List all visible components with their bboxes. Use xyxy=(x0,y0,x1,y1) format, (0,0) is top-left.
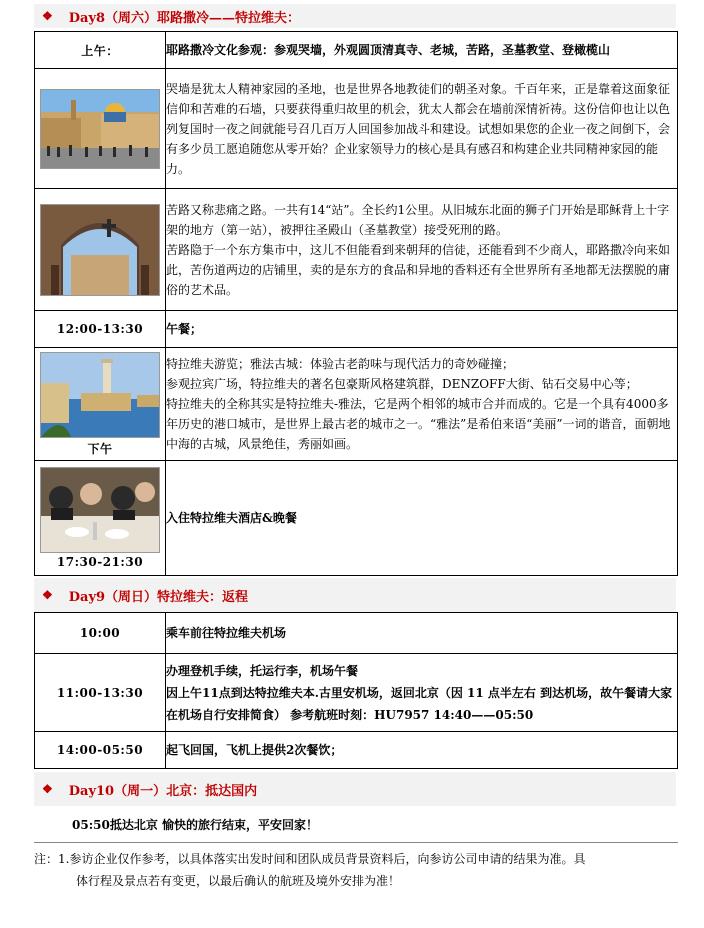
day9-schedule-table xyxy=(34,612,678,769)
table-row xyxy=(35,189,678,311)
table-row xyxy=(35,69,678,189)
table-row xyxy=(35,461,678,576)
desc-cell: 哭墙是犹太人精神家园的圣地，也是世界各地教徒们的朝圣对象。千百年来，正是靠着这面象征信仰和苦难的石墙，只要获得重归故里的机会，犹太人都会在墙前深情祈祷。这份信仰也让以色列复国时一夜之间就能号召几百万人回国参加战斗和建设。试想如果您的企业一夜之间倒下，会有多少员工愿追随您从零开始？企业家领导力的核心是具有感召和构建企业共同精神家园的能力。 xyxy=(166,69,678,189)
table-row xyxy=(35,311,678,348)
tel-aviv-line-1: 特拉维夫游览；雅法古城：体验古老韵味与现代活力的奇妙碰撞； xyxy=(166,357,515,371)
diamond-bullet-icon: ❖ xyxy=(42,9,53,23)
day10-title: Day10（周一）北京：抵达国内 xyxy=(68,783,258,799)
image-cell xyxy=(35,348,166,461)
day8-header xyxy=(34,4,676,28)
desc-cell: 入住特拉维夫酒店&晚餐 xyxy=(166,461,678,576)
evening-time-caption: 17:30-21:30 xyxy=(56,555,144,569)
desc-cell: 起飞回国，飞机上提供2次餐饮； xyxy=(166,732,678,769)
desc-cell: 午餐； xyxy=(166,311,678,348)
day8-title: Day8（周六）耶路撒冷——特拉维夫： xyxy=(68,10,301,26)
desc-cell xyxy=(166,348,678,461)
time-cell: 10:00 xyxy=(35,613,166,654)
table-row xyxy=(35,732,678,769)
time-cell: 14:00-05:50 xyxy=(35,732,166,769)
tel-aviv-line-2: 参观拉宾广场，特拉维夫的著名包豪斯风格建筑群，DENZOFF大街、钻石交易中心等； xyxy=(166,377,638,391)
image-cell xyxy=(35,69,166,189)
checkin-line: 办理登机手续，托运行李，机场午餐 xyxy=(166,663,359,678)
footnote-line-2: 体行程及景点若有变更，以最后确认的航班及境外安排为准！ xyxy=(76,874,401,888)
day8-schedule-table xyxy=(34,31,678,576)
via-dolorosa-photo xyxy=(40,204,160,296)
desc-cell: 耶路撒冷文化参观：参观哭墙，外观圆顶清真寺、老城，苦路，圣墓教堂、登橄榄山 xyxy=(166,32,678,69)
footnote xyxy=(34,848,682,892)
day10-arrival-text: 05:50抵达北京 愉快的旅行结束，平安回家！ xyxy=(72,818,319,832)
table-row xyxy=(35,32,678,69)
footnote-line-1: 注：1.参访企业仅作参考，以具体落实出发时间和团队成员背景资料后，向参访公司申请的结果为准。具 xyxy=(34,852,586,866)
table-row xyxy=(35,654,678,732)
time-cell: 12:00-13:30 xyxy=(35,311,166,348)
day9-header xyxy=(34,578,676,612)
divider xyxy=(34,842,678,843)
table-row xyxy=(35,348,678,461)
desc-cell: 乘车前往特拉维夫机场 xyxy=(166,613,678,654)
desc-cell xyxy=(166,654,678,732)
via-dolorosa-paragraph-2: 苦路隐于一个东方集市中，这儿不但能看到来朝拜的信徒，还能看到不少商人，耶路撒冷向来如此，苦伤道两边的店铺里，卖的是东方的食品和异地的香料还有全世界所有圣地都无法摆脱的庸俗的艺术品。 xyxy=(166,242,671,297)
image-cell xyxy=(35,189,166,311)
western-wall-photo xyxy=(40,89,160,169)
time-cell: 上午： xyxy=(35,32,166,69)
dinner-photo xyxy=(40,467,160,553)
diamond-bullet-icon: ❖ xyxy=(42,588,53,602)
diamond-bullet-icon: ❖ xyxy=(42,782,53,796)
time-cell: 11:00-13:30 xyxy=(35,654,166,732)
day10-header xyxy=(34,772,676,806)
jaffa-photo xyxy=(40,352,160,438)
via-dolorosa-paragraph-1: 苦路又称悲痛之路。一共有14“站”。全长约1公里。从旧城东北面的狮子门开始是耶稣背上十字架的地方（第一站），被押往圣殿山（圣墓教堂）接受死刑的路。 xyxy=(166,202,670,237)
day9-title: Day9（周日）特拉维夫：返程 xyxy=(68,589,249,605)
flight-info-line: 因上午11点到达特拉维夫本.古里安机场，返回北京（因 11 点半左右 到达机场，故午餐请大家在机场自行安排简食） 参考航班时刻：HU7957 14:40——05:50 xyxy=(166,685,673,722)
afternoon-caption: 下午 xyxy=(87,441,113,456)
image-cell xyxy=(35,461,166,576)
table-row xyxy=(35,613,678,654)
tel-aviv-line-3: 特拉维夫的全称其实是特拉维夫-雅法，它是两个相邻的城市合并而成的。它是一个具有4000多年历史的港口城市，是世界上最古老的城市之一。“雅法”是希伯来语“美丽”一词的谐音，面朝地中海的古城，风景绝佳，秀丽如画。 xyxy=(166,397,671,451)
desc-cell xyxy=(166,189,678,311)
